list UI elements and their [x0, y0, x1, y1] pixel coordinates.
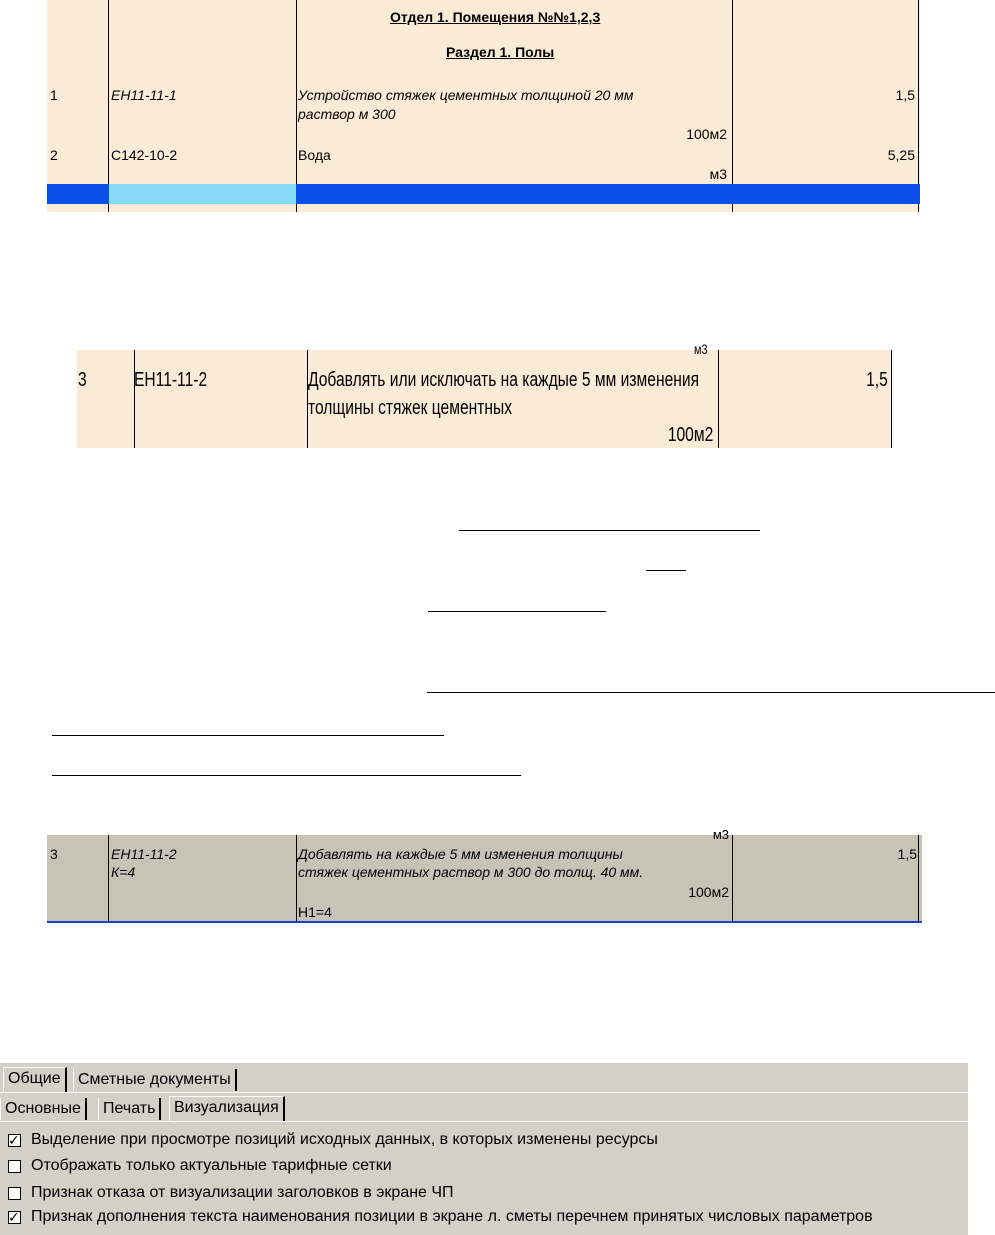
option-partially-visible[interactable] [8, 1230, 31, 1235]
column-divider [108, 835, 109, 921]
blank-line [52, 735, 444, 736]
row-number: 2 [50, 147, 58, 163]
tab-visualization[interactable]: Визуализация [169, 1096, 285, 1122]
tab-divider [0, 1121, 968, 1122]
column-divider [108, 0, 109, 212]
tab-general[interactable]: Общие [3, 1067, 67, 1093]
row-name: Устройство стяжек цементных толщиной 20 мм [298, 87, 634, 103]
blank-line [427, 692, 995, 693]
row-unit: 100м2 [688, 884, 729, 900]
selected-cell[interactable] [109, 184, 296, 204]
row-code: ЕН11-11-2 [134, 369, 208, 391]
row-code: ЕН11-11-2 [111, 846, 177, 862]
unit-fragment: м3 [694, 341, 708, 357]
checkmark-icon: ✓ [8, 1131, 20, 1148]
column-divider [296, 0, 297, 212]
row-number: 1 [50, 87, 58, 103]
option-label: Выделение при просмотре позиций исходных данных, в которых изменены ресурсы [31, 1131, 658, 1148]
tab-basic[interactable]: Основные [0, 1098, 87, 1120]
tab-divider [0, 1092, 968, 1093]
tab-estimate-documents[interactable]: Сметные документы [73, 1069, 237, 1091]
blank-line [459, 530, 760, 531]
estimate-table-3 [47, 827, 922, 923]
row-qty: 5,25 [887, 147, 915, 163]
option-label: Отображать только актуальные тарифные сетки [31, 1157, 392, 1174]
row-name-cont: стяжек цементных раствор м 300 до толщ. 40 мм. [298, 864, 644, 880]
option-disable-header-visualization[interactable] [8, 1182, 454, 1204]
row-qty: 1,5 [897, 846, 917, 862]
row-name: Вода [298, 147, 331, 163]
unit-fragment: м3 [712, 827, 729, 842]
column-divider [891, 350, 892, 448]
tab-print[interactable]: Печать [98, 1098, 161, 1120]
checkbox[interactable] [8, 1160, 21, 1173]
row-coefficient: К=4 [111, 864, 136, 880]
column-divider [918, 0, 919, 212]
column-divider [918, 835, 919, 921]
option-actual-tariff-grids[interactable] [8, 1155, 392, 1177]
section-title: Отдел 1. Помещения №№1,2,3 [390, 9, 601, 25]
option-append-numeric-params[interactable] [8, 1206, 873, 1228]
estimate-table-1 [47, 0, 920, 212]
row-qty: 1,5 [866, 369, 888, 391]
option-label: Признак дополнения текста наименования позиции в экране л. сметы перечнем принятых числовых параметров [31, 1208, 873, 1225]
row-name: Добавлять на каждые 5 мм изменения толщины [298, 846, 623, 862]
row-unit: 100м2 [686, 126, 727, 142]
row-number: 3 [78, 369, 87, 391]
checkmark-icon: ✓ [8, 1208, 20, 1225]
checkbox[interactable] [8, 1208, 21, 1225]
blank-line [646, 570, 686, 571]
column-divider [732, 0, 733, 212]
column-divider [718, 350, 719, 448]
option-highlight-changed-resources[interactable] [8, 1129, 658, 1151]
row-unit: 100м2 [667, 424, 713, 446]
blank-line [52, 775, 521, 776]
row-parameter: Н1=4 [298, 904, 332, 920]
row-name: Добавлять или исключать на каждые 5 мм изменения [308, 369, 700, 391]
column-divider [296, 835, 297, 921]
subsection-title: Раздел 1. Полы [446, 44, 555, 60]
settings-dialog [0, 1062, 968, 1235]
option-label: Признак отказа от визуализации заголовков в экране ЧП [31, 1184, 454, 1201]
row-name-cont: толщины стяжек цементных [308, 397, 513, 419]
row-code: ЕН11-11-1 [111, 87, 177, 103]
row-qty: 1,5 [895, 87, 915, 103]
column-divider [732, 835, 733, 921]
checkbox[interactable] [8, 1131, 21, 1148]
blank-line [428, 611, 606, 612]
row-unit: м3 [709, 166, 727, 182]
row-number: 3 [50, 846, 58, 862]
column-divider [134, 350, 135, 448]
row-name-cont: раствор м 300 [298, 106, 396, 122]
row-code: С142-10-2 [111, 147, 178, 163]
estimate-table-2 [77, 341, 892, 448]
checkbox[interactable] [8, 1187, 21, 1200]
